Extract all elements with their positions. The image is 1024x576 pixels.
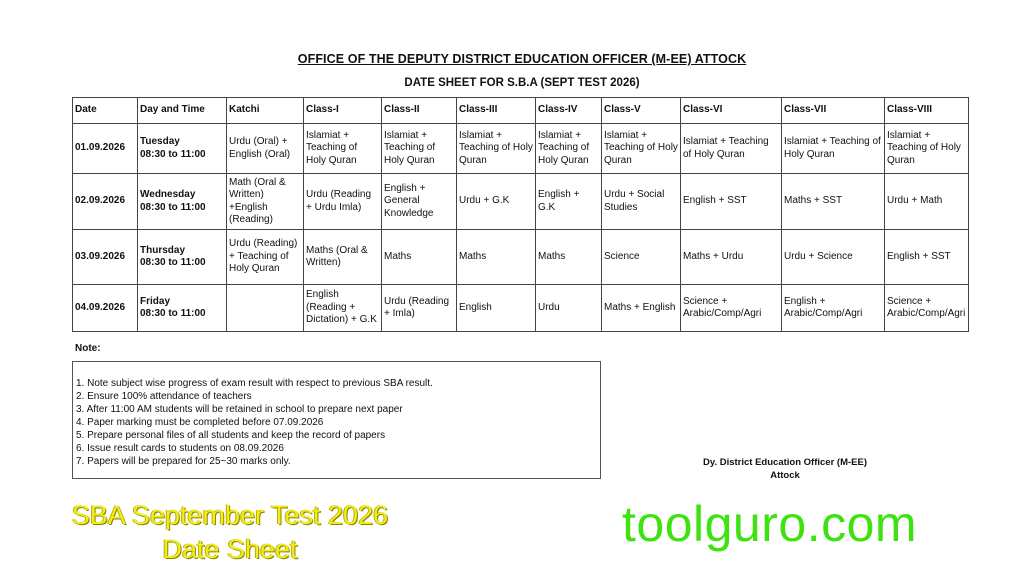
subject-cell: Islamiat + Teaching of Holy Quran (602, 124, 681, 174)
subject-cell: Maths + SST (782, 174, 885, 230)
subject-cell: English + G.K (536, 174, 602, 230)
subject-cell: Urdu + Math (885, 174, 969, 230)
signature-location: Attock (770, 469, 800, 481)
time-label: 08:30 to 11:00 (140, 257, 206, 268)
date-cell: 03.09.2026 (73, 230, 138, 285)
column-header: Class-VII (782, 98, 885, 124)
notes-box (72, 361, 601, 479)
day-label: Thursday (140, 244, 186, 256)
note-item: 3. After 11:00 AM students will be retained in school to prepare next paper (76, 404, 403, 415)
date-cell: 04.09.2026 (73, 285, 138, 332)
subject-cell: Islamiat + Teaching of Holy Quran (536, 124, 602, 174)
subject-cell: English + Arabic/Comp/Agri (782, 285, 885, 332)
day-time-cell (138, 230, 227, 285)
subject-cell: Urdu (Reading) + Teaching of Holy Quran (227, 230, 304, 285)
column-header: Class-VI (681, 98, 782, 124)
subject-cell: English (Reading + Dictation) + G.K (304, 285, 382, 332)
note-item: 1. Note subject wise progress of exam result with respect to previous SBA result. (76, 378, 433, 389)
table-header-row (73, 98, 969, 124)
subject-cell: Maths (457, 230, 536, 285)
column-header: Class-I (304, 98, 382, 124)
date-cell: 02.09.2026 (73, 174, 138, 230)
time-label: 08:30 to 11:00 (140, 201, 206, 213)
subject-cell: Science + Arabic/Comp/Agri (681, 285, 782, 332)
signature-block (660, 457, 910, 482)
subject-cell: English + SST (681, 174, 782, 230)
column-header: Class-III (457, 98, 536, 124)
subject-cell: Urdu + Social Studies (602, 174, 681, 230)
column-header: Date (73, 98, 138, 124)
column-header: Class-IV (536, 98, 602, 124)
promo-line: SBA September Test 2026 (71, 500, 389, 530)
day-label: Wednesday (140, 189, 196, 200)
date-sheet-table (72, 97, 969, 332)
day-time-cell (138, 174, 227, 230)
promo-caption (20, 498, 440, 566)
day-label: Friday (140, 295, 171, 307)
note-item: 5. Prepare personal files of all students and keep the record of papers (76, 430, 386, 441)
column-header: Katchi (227, 98, 304, 124)
subject-cell: Maths + English (602, 285, 681, 332)
subject-cell: Maths (Oral & Written) (304, 230, 382, 285)
date-cell: 01.09.2026 (73, 124, 138, 174)
column-header: Class-VIII (885, 98, 969, 124)
column-header: Day and Time (138, 98, 227, 124)
subject-cell: Urdu (536, 285, 602, 332)
column-header: Class-II (382, 98, 457, 124)
subject-cell: Maths (536, 230, 602, 285)
subject-cell: Science + Arabic/Comp/Agri (885, 285, 969, 332)
subject-cell: Maths (382, 230, 457, 285)
table-row (73, 174, 969, 230)
promo-line: Date Sheet (162, 534, 298, 564)
subject-cell: Islamiat + Teaching of Holy Quran (382, 124, 457, 174)
subject-cell: Islamiat + Teaching of Holy Quran (304, 124, 382, 174)
office-title: OFFICE OF THE DEPUTY DISTRICT EDUCATION OFFICER (M-EE) ATTOCK (297, 52, 747, 66)
subject-cell: Urdu (Reading + Urdu Imla) (304, 174, 382, 230)
note-item: 2. Ensure 100% attendance of teachers (76, 391, 252, 402)
subject-cell: Islamiat + Teaching of Holy Quran (681, 124, 782, 174)
subject-cell (227, 285, 304, 332)
subject-cell: English (457, 285, 536, 332)
subject-cell: Maths + Urdu (681, 230, 782, 285)
subject-cell: Math (Oral & Written) +English (Reading) (227, 174, 304, 230)
table-row (73, 124, 969, 174)
site-watermark: toolguro.com (622, 496, 918, 552)
subject-cell: Islamiat + Teaching of Holy Quran (782, 124, 885, 174)
note-item: 4. Paper marking must be completed before 07.09.2026 (76, 417, 324, 428)
subject-cell: Urdu + Science (782, 230, 885, 285)
note-item: 6. Issue result cards to students on 08.09.2026 (76, 443, 284, 454)
table-row (73, 285, 969, 332)
day-time-cell (138, 285, 227, 332)
subject-cell: Islamiat + Teaching of Holy Quran (885, 124, 969, 174)
table-row (73, 230, 969, 285)
column-header: Class-V (602, 98, 681, 124)
subject-cell: Science (602, 230, 681, 285)
signature-title: Dy. District Education Officer (M-EE) (703, 457, 867, 468)
time-label: 08:30 to 11:00 (140, 148, 206, 160)
subject-cell: English + SST (885, 230, 969, 285)
note-item: 7. Papers will be prepared for 25~30 marks only. (76, 456, 291, 467)
subject-cell: Urdu (Reading + Imla) (382, 285, 457, 332)
subject-cell: Islamiat + Teaching of Holy Quran (457, 124, 536, 174)
subject-cell: Urdu (Oral) + English (Oral) (227, 124, 304, 174)
day-label: Tuesday (140, 136, 180, 147)
subject-cell: Urdu + G.K (457, 174, 536, 230)
date-sheet-title: DATE SHEET FOR S.B.A (SEPT TEST 2026) (404, 77, 640, 89)
note-label: Note: (75, 343, 101, 354)
subject-cell: English + General Knowledge (382, 174, 457, 230)
day-time-cell (138, 124, 227, 174)
time-label: 08:30 to 11:00 (140, 308, 206, 319)
